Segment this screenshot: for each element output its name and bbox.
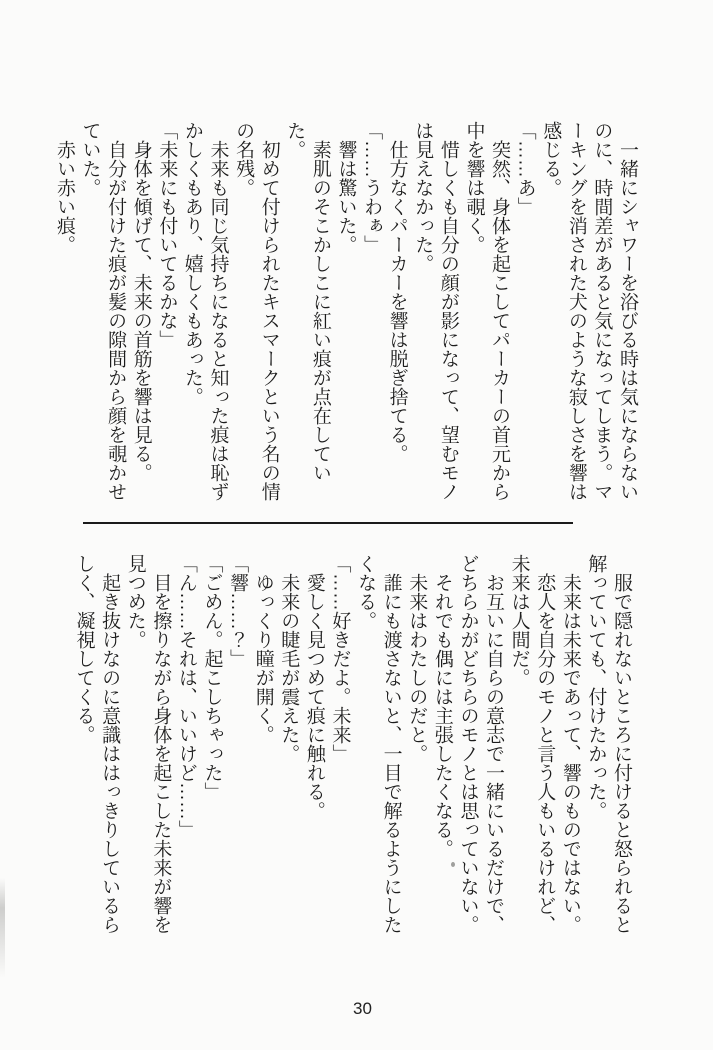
text-paragraph: ゆっくり瞳が開く。 [252, 573, 274, 744]
text-paragraph: 「ん……それは、いいけど……」 [175, 554, 197, 839]
text-paragraph: 未来の睫毛が震えた。 [278, 573, 300, 763]
text-paragraph: 一緒にシャワーを浴びる時は気にならないのに、時間差があると気になってしまう。マーキングを消された犬のような寂しさを響は感じる。 [540, 121, 638, 501]
text-paragraph: 突然、身体を起こしてパーカーの首元から中を響は覗く。 [463, 121, 511, 501]
text-paragraph: 仕方なくパーカーを響は脱ぎ捨てる。 [386, 140, 408, 463]
page-number: 30 [353, 999, 372, 1018]
text-paragraph: 恋人を自分のモノと言う人もいるけれど、未来は人間だ。 [508, 554, 556, 934]
text-paragraph: 「……あ」 [514, 121, 536, 216]
text-paragraph: それでも偶には主張したくなる。 [431, 573, 453, 858]
text-paragraph: 服で隠れないところに付けると怒られると解っていても、付けたかった。 [585, 554, 632, 934]
section-divider [83, 522, 573, 524]
text-paragraph: 自分が付けた痕が髪の隙間から顔を覗かせていた。 [79, 121, 127, 501]
text-paragraph: 愛しく見つめて痕に触れる。 [303, 573, 325, 820]
bottom-text-block [71, 554, 634, 939]
text-paragraph: 起き抜けなのに意識ははっきりしているらしく、凝視してくる。 [73, 554, 121, 934]
text-paragraph: 「響……？」 [227, 554, 249, 668]
scan-edge-smudge [0, 878, 5, 978]
text-paragraph: 「ごめん。起こしちゃった」 [201, 554, 223, 801]
text-paragraph: 未来も同じ気持ちになると知った痕は恥ずかしくもあり、嬉しくもあった。 [181, 121, 229, 501]
text-paragraph: 素肌のそこかしこに紅い痕が点在していた。 [284, 121, 331, 482]
text-paragraph: 目を擦りながら身体を起こした未来が響を見つめた。 [124, 554, 172, 934]
text-paragraph: 響は驚いた。 [335, 140, 357, 254]
text-paragraph: 未来は未来であって、響のものではない。 [559, 573, 581, 934]
top-text-block [51, 121, 640, 506]
text-paragraph: 身体を傾げて、未来の首筋を響は見る。 [130, 140, 152, 482]
text-paragraph: 「……うわぁ」 [361, 121, 383, 254]
text-paragraph: 「未来にも付いてるかな」 [156, 121, 178, 349]
text-paragraph: 赤い赤い痕。 [53, 140, 75, 254]
text-paragraph: 「……好きだよ。未来」 [329, 554, 351, 763]
text-paragraph: 誰にも渡さないと、一目で解るようにしたくなる。 [355, 554, 402, 934]
text-paragraph: お互いに自らの意志で一緒にいるだけで、どちらかがどちらのモノとは思っていない。 [457, 554, 505, 934]
scan-speck [451, 862, 455, 867]
text-paragraph: 初めて付けられたキスマークという名の情の名残。 [233, 121, 280, 501]
text-paragraph: 惜しくも自分の顔が影になって、望むモノは見えなかった。 [412, 121, 459, 501]
text-paragraph: 未来はわたしのだと。 [406, 573, 428, 763]
